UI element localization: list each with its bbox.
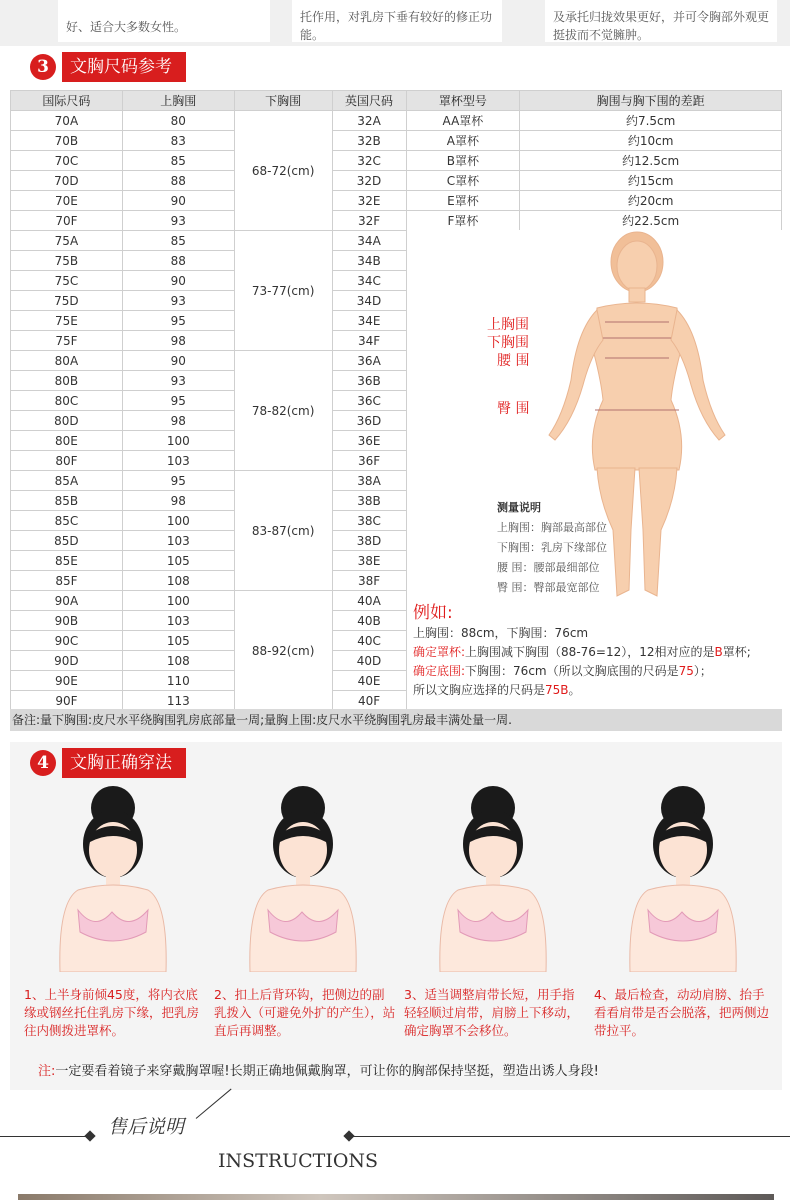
cell-intl-size: 85B [11,491,123,511]
cell-under-bust: 68-72(cm) [234,111,332,231]
cell-uk-size: 32E [332,191,406,211]
legend-item: 上胸围：胸部最高部位 [497,521,607,534]
size-example [413,602,789,700]
cell-intl-size: 90C [11,631,123,651]
cell-upper-bust: 88 [122,171,234,191]
example-line-2 [413,643,789,662]
cell-difference: 约12.5cm [520,151,782,171]
section-4-number: 4 [30,750,56,776]
cell-uk-size: 36C [332,391,406,411]
cell-upper-bust: 100 [122,511,234,531]
cell-upper-bust: 90 [122,351,234,371]
top-text-1: 好、适合大多数女性。 [66,20,187,34]
cell-upper-bust: 110 [122,671,234,691]
cell-intl-size: 90A [11,591,123,611]
cell-intl-size: 80B [11,371,123,391]
cell-upper-bust: 113 [122,691,234,711]
bottom-image-strip [18,1194,774,1200]
cell-cup-type: A罩杯 [406,131,520,151]
step-illustration [608,782,758,972]
cell-upper-bust: 93 [122,291,234,311]
cell-intl-size: 75F [11,331,123,351]
legend-item: 腰 围：腰部最细部位 [497,561,600,574]
cell-under-bust: 78-82(cm) [234,351,332,471]
cell-intl-size: 85D [11,531,123,551]
cell-upper-bust: 100 [122,431,234,451]
top-text-3: 及承托归拢效果更好，并可令胸部外观更挺拔而不觉臃肿。 [553,10,770,42]
cell-intl-size: 70E [11,191,123,211]
wearing-note [38,1060,599,1079]
example-result-suffix: 。 [568,683,581,697]
label-waist: 腰 围 [497,353,530,369]
cell-uk-size: 34E [332,311,406,331]
cell-uk-size: 38A [332,471,406,491]
cell-intl-size: 85A [11,471,123,491]
cell-uk-size: 40A [332,591,406,611]
cell-uk-size: 32B [332,131,406,151]
cell-under-bust: 73-77(cm) [234,231,332,351]
cell-uk-size: 38F [332,571,406,591]
cell-difference: 约20cm [520,191,782,211]
section-3-number: 3 [30,54,56,80]
cell-cup-type: E罩杯 [406,191,520,211]
cell-intl-size: 80E [11,431,123,451]
label-hip: 臀 围 [497,401,530,417]
example-result-size: 75B [545,683,569,697]
label-under-bust: 下胸围 [487,335,529,351]
cell-intl-size: 85C [11,511,123,531]
table-row [11,211,782,231]
diamond-left-icon [84,1130,95,1141]
example-cup-text: 上胸围减下胸围（88-76=12），12相对应的是 [465,645,715,659]
section-4-header [30,748,186,778]
header-upper-bust: 上胸围 [122,91,234,111]
cell-intl-size: 90D [11,651,123,671]
cell-uk-size: 34A [332,231,406,251]
step-text: 2、扣上后背环钩，把侧边的副乳拨入（可避免外扩的产生），站直后再调整。 [214,987,396,1038]
table-note: 备注:量下胸围:皮尺水平绕胸围乳房底部量一周;量胸上围:皮尺水平绕胸围乳房最丰满处量一周. [10,709,782,731]
legend-title: 测量说明 [497,501,541,514]
cell-upper-bust: 108 [122,571,234,591]
cell-upper-bust: 103 [122,451,234,471]
cell-uk-size: 32C [332,151,406,171]
cell-cup-type: C罩杯 [406,171,520,191]
divider-right [352,1136,790,1137]
cell-upper-bust: 80 [122,111,234,131]
cell-uk-size: 36F [332,451,406,471]
cell-intl-size: 75E [11,311,123,331]
cell-intl-size: 75D [11,291,123,311]
example-line-3 [413,662,789,681]
cell-upper-bust: 103 [122,611,234,631]
cell-uk-size: 38D [332,531,406,551]
section-4-title: 文胸正确穿法 [62,748,186,778]
cell-uk-size: 34F [332,331,406,351]
cell-upper-bust: 83 [122,131,234,151]
example-result-text: 所以文胸应选择的尺码是 [413,683,546,697]
label-upper-bust: 上胸围 [487,317,529,333]
legend-item: 下胸围：乳房下缘部位 [497,541,607,554]
cell-uk-size: 40C [332,631,406,651]
cell-uk-size: 32D [332,171,406,191]
cell-uk-size: 34B [332,251,406,271]
wearing-step [18,782,208,1042]
cell-intl-size: 75B [11,251,123,271]
example-line-4 [413,681,789,700]
cell-difference: 约15cm [520,171,782,191]
size-table-area [10,90,782,730]
cell-uk-size: 38B [332,491,406,511]
legend-item: 臀 围：臀部最宽部位 [497,581,600,594]
cell-intl-size: 75A [11,231,123,251]
wearing-step [398,782,588,1042]
wearing-step [208,782,398,1042]
table-row [11,171,782,191]
cell-upper-bust: 90 [122,191,234,211]
cell-uk-size: 38E [332,551,406,571]
after-sales-subtitle: INSTRUCTIONS [218,1150,379,1172]
section-3-header [30,52,186,82]
cell-intl-size: 80D [11,411,123,431]
step-text: 4、最后检查，动动肩膀、抬手看看肩带是否会脱落，把两侧边带拉平。 [594,987,770,1038]
cell-uk-size: 36E [332,431,406,451]
cell-intl-size: 80A [11,351,123,371]
cell-uk-size: 38C [332,511,406,531]
cell-upper-bust: 95 [122,311,234,331]
example-cup-suffix: 罩杯; [722,645,751,659]
cell-intl-size: 70A [11,111,123,131]
cell-cup-type: F罩杯 [406,211,520,231]
cell-upper-bust: 105 [122,631,234,651]
cell-cup-type: AA罩杯 [406,111,520,131]
cell-upper-bust: 93 [122,371,234,391]
top-text-box-2 [292,0,502,42]
cell-uk-size: 34C [332,271,406,291]
example-band-value: 75 [678,664,694,678]
after-sales-title: 售后说明 [108,1116,185,1138]
cell-under-bust: 88-92(cm) [234,591,332,711]
header-uk-size: 英国尺码 [332,91,406,111]
cell-intl-size: 75C [11,271,123,291]
table-row [11,191,782,211]
divider-slash [196,1089,232,1119]
example-cup-value: B [714,645,723,659]
cell-upper-bust: 105 [122,551,234,571]
header-difference: 胸围与胸下围的差距 [520,91,782,111]
cell-upper-bust: 90 [122,271,234,291]
cell-intl-size: 85E [11,551,123,571]
wearing-guide-area [10,742,782,1090]
cell-intl-size: 90F [11,691,123,711]
table-row [11,151,782,171]
example-line-1: 上胸围：88cm，下胸围：76cm [413,626,589,640]
cell-upper-bust: 98 [122,411,234,431]
cell-upper-bust: 98 [122,331,234,351]
wearing-note-label: 注: [38,1064,56,1079]
cell-under-bust: 83-87(cm) [234,471,332,591]
body-measure-panel [406,230,782,705]
cell-upper-bust: 103 [122,531,234,551]
section-3-title: 文胸尺码参考 [62,52,186,82]
step-text: 1、上半身前倾45度，将内衣底缘或钢丝托住乳房下缘，把乳房往内侧拨进罩杯。 [24,987,200,1038]
cell-uk-size: 40D [332,651,406,671]
cell-difference: 约22.5cm [520,211,782,231]
top-text-2: 托作用，对乳房下垂有较好的修正功能。 [300,10,493,42]
table-row [11,131,782,151]
cell-cup-type: B罩杯 [406,151,520,171]
divider-left [0,1136,90,1137]
cell-intl-size: 90B [11,611,123,631]
table-row [11,111,782,131]
cell-uk-size: 36B [332,371,406,391]
cell-uk-size: 40B [332,611,406,631]
cell-intl-size: 70D [11,171,123,191]
example-band-suffix: ）； [693,664,712,678]
cell-upper-bust: 95 [122,391,234,411]
example-band-label: 确定底围: [413,664,466,678]
wearing-step [588,782,778,1042]
cell-uk-size: 40E [332,671,406,691]
cell-intl-size: 80C [11,391,123,411]
header-cup-type: 罩杯型号 [406,91,520,111]
cell-intl-size: 70B [11,131,123,151]
cell-uk-size: 34D [332,291,406,311]
cell-upper-bust: 93 [122,211,234,231]
step-illustration [38,782,188,972]
example-band-text: 下胸围：76cm（所以文胸底围的尺码是 [465,664,679,678]
after-sales-header [0,1100,790,1200]
cell-difference: 约7.5cm [520,111,782,131]
header-under-bust: 下胸围 [234,91,332,111]
cell-difference: 约10cm [520,131,782,151]
step-illustration [228,782,378,972]
cell-uk-size: 32A [332,111,406,131]
cell-intl-size: 80F [11,451,123,471]
cell-upper-bust: 85 [122,151,234,171]
cell-intl-size: 85F [11,571,123,591]
example-cup-label: 确定罩杯: [413,645,466,659]
cell-uk-size: 40F [332,691,406,711]
cell-uk-size: 36A [332,351,406,371]
measure-legend [497,498,607,598]
cell-upper-bust: 108 [122,651,234,671]
top-text-box-1 [58,0,270,42]
cell-uk-size: 32F [332,211,406,231]
cell-intl-size: 90E [11,671,123,691]
cell-upper-bust: 95 [122,471,234,491]
cell-upper-bust: 100 [122,591,234,611]
table-header-row [11,91,782,111]
cell-intl-size: 70C [11,151,123,171]
cell-upper-bust: 88 [122,251,234,271]
top-text-box-3 [545,0,777,42]
cell-uk-size: 36D [332,411,406,431]
step-text: 3、适当调整肩带长短，用手指轻轻顺过肩带，肩膀上下移动，确定胸罩不会移位。 [404,987,580,1038]
wearing-note-text: 一定要看着镜子来穿戴胸罩喔!长期正确地佩戴胸罩，可让你的胸部保持坚挺，塑造出诱人身段! [55,1064,599,1079]
cell-intl-size: 70F [11,211,123,231]
cell-upper-bust: 85 [122,231,234,251]
header-intl-size: 国际尺码 [11,91,123,111]
step-illustration [418,782,568,972]
cell-upper-bust: 98 [122,491,234,511]
example-heading: 例如: [413,603,453,623]
